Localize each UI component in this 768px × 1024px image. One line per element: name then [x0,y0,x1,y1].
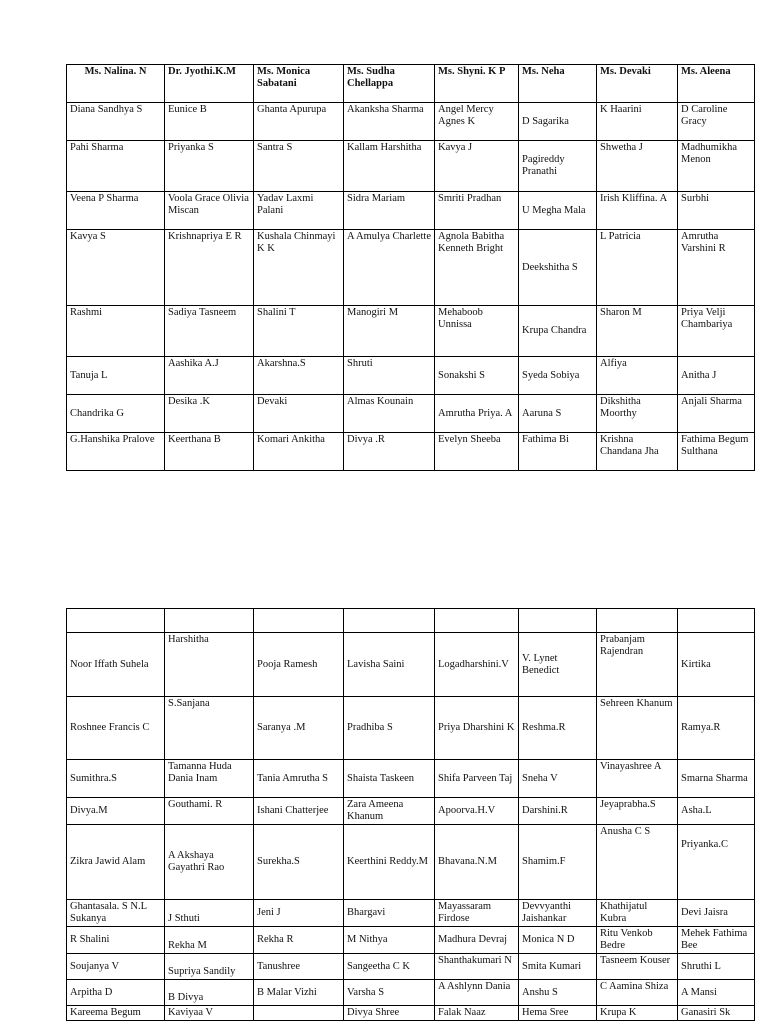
table-cell: Shaista Taskeen [344,760,435,798]
table-row [67,230,755,306]
header-cell: Ms. Neha [519,65,597,103]
table-cell: Syeda Sobiya [519,357,597,395]
table-cell: Shruti [344,357,435,395]
table-cell: Anitha J [678,357,755,395]
table-cell: Supriya Sandily [165,954,254,980]
table-cell: Amrutha Priya. A [435,395,519,433]
table-header-row [67,65,755,103]
table-cell: Jeni J [254,900,344,927]
table-cell: Akanksha Sharma [344,103,435,141]
table-cell: L Patricia [597,230,678,306]
table-cell: Devaki [254,395,344,433]
mentor-allocation-table-1 [66,64,755,471]
table-cell: Kallam Harshitha [344,141,435,192]
table-cell: Bhavana.N.M [435,825,519,900]
table-cell: Amrutha Varshini R [678,230,755,306]
table-cell: Desika .K [165,395,254,433]
table-cell: Asha.L [678,798,755,825]
table-cell: Priya Dharshini K [435,697,519,760]
table-cell: Shalini T [254,306,344,357]
table-cell: Monica N D [519,927,597,954]
table-cell: Harshitha [165,633,254,697]
table-row [67,141,755,192]
table-cell: Kaviyaa V [165,1006,254,1021]
table-cell: Ishani Chatterjee [254,798,344,825]
table-cell: Divya Shree [344,1006,435,1021]
header-cell: Dr. Jyothi.K.M [165,65,254,103]
table-cell: U Megha Mala [519,192,597,230]
table-cell: Logadharshini.V [435,633,519,697]
table-cell: Reshma.R [519,697,597,760]
table-row [67,900,755,927]
table-cell: Chandrika G [67,395,165,433]
table-cell: Pradhiba S [344,697,435,760]
table-cell: M Nithya [344,927,435,954]
table-row [67,825,755,900]
table-cell: Sehreen Khanum [597,697,678,760]
table-cell: Almas Kounain [344,395,435,433]
table-cell: Komari Ankitha [254,433,344,471]
table-cell: Smriti Pradhan [435,192,519,230]
header-cell [678,609,755,633]
table-cell: Jeyaprabha.S [597,798,678,825]
table-cell: Soujanya V [67,954,165,980]
table-row [67,760,755,798]
table-cell: Fathima Begum Sulthana [678,433,755,471]
table-cell: Divya .R [344,433,435,471]
mentor-allocation-table-2 [66,608,755,1021]
table-cell: Shifa Parveen Taj [435,760,519,798]
table-cell: Deekshitha S [519,230,597,306]
table-cell: Yadav Laxmi Palani [254,192,344,230]
table-cell: Arpitha D [67,980,165,1006]
header-cell: Ms. Devaki [597,65,678,103]
table-cell: Rashmi [67,306,165,357]
table-cell: Agnola Babitha Kenneth Bright [435,230,519,306]
table-cell: Divya.M [67,798,165,825]
table-cell: Sonakshi S [435,357,519,395]
table-row [67,103,755,141]
table-cell: Akarshna.S [254,357,344,395]
table-cell: Dikshitha Moorthy [597,395,678,433]
header-cell [165,609,254,633]
table-cell: Tanuja L [67,357,165,395]
table-cell: Sharon M [597,306,678,357]
table-cell: Vinayashree A [597,760,678,798]
table-cell: Sangeetha C K [344,954,435,980]
table-cell: S.Sanjana [165,697,254,760]
header-cell [435,609,519,633]
table-cell: Sneha V [519,760,597,798]
header-cell: Ms. Monica Sabatani [254,65,344,103]
table-cell: K Haarini [597,103,678,141]
table-cell: Shamim.F [519,825,597,900]
table-cell: Lavisha Saini [344,633,435,697]
table-cell: Ritu Venkob Bedre [597,927,678,954]
table-cell: B Malar Vizhi [254,980,344,1006]
table-cell: Madhumikha Menon [678,141,755,192]
table-cell: Anusha C S [597,825,678,900]
table-cell: Fathima Bi [519,433,597,471]
table-cell: Ganasiri Sk [678,1006,755,1021]
table-cell: Kavya S [67,230,165,306]
table-cell: Roshnee Francis C [67,697,165,760]
table-cell: Shanthakumari N [435,954,519,980]
table-cell: Krupa Chandra [519,306,597,357]
table-row [67,357,755,395]
table-cell: Krupa K [597,1006,678,1021]
table-cell: Eunice B [165,103,254,141]
table-cell: Saranya .M [254,697,344,760]
table-cell: A Amulya Charlette [344,230,435,306]
table-cell: Pooja Ramesh [254,633,344,697]
table-cell: Kirtika [678,633,755,697]
table-cell: Rekha R [254,927,344,954]
header-cell: Ms. Shyni. K P [435,65,519,103]
header-cell [519,609,597,633]
table-cell: Khathijatul Kubra [597,900,678,927]
table-row [67,927,755,954]
table-cell: Shruthi L [678,954,755,980]
table-cell: Keerthini Reddy.M [344,825,435,900]
table-cell: Rekha M [165,927,254,954]
table-cell: C Aamina Shiza [597,980,678,1006]
table-row [67,306,755,357]
table-cell: Kavya J [435,141,519,192]
table-cell: Priya Velji Chambariya [678,306,755,357]
table-cell: Manogiri M [344,306,435,357]
header-cell: Ms. Sudha Chellappa [344,65,435,103]
table-cell: Aaruna S [519,395,597,433]
table-row [67,395,755,433]
table-cell: A Mansi [678,980,755,1006]
table-cell: D Caroline Gracy [678,103,755,141]
table-cell: G.Hanshika Pralove [67,433,165,471]
header-cell [254,609,344,633]
table-cell: Falak Naaz [435,1006,519,1021]
table-cell: Smita Kumari [519,954,597,980]
header-cell [597,609,678,633]
table-cell: Darshini.R [519,798,597,825]
table-row [67,798,755,825]
table-cell: Varsha S [344,980,435,1006]
table-cell: Irish Kliffina. A [597,192,678,230]
table-cell: Tasneem Kouser [597,954,678,980]
table-cell: Angel Mercy Agnes K [435,103,519,141]
table-cell: Surekha.S [254,825,344,900]
table-cell: Pahi Sharma [67,141,165,192]
table-cell: Prabanjam Rajendran [597,633,678,697]
table-cell: Devvyanthi Jaishankar [519,900,597,927]
table-cell: Santra S [254,141,344,192]
table-cell: A Ashlynn Dania [435,980,519,1006]
table-cell: Krishna Chandana Jha [597,433,678,471]
table-cell: Priyanka S [165,141,254,192]
table-cell: Pagireddy Pranathi [519,141,597,192]
table-cell: Zara Ameena Khanum [344,798,435,825]
table-cell: V. Lynet Benedict [519,633,597,697]
table-cell: Devi Jaisra [678,900,755,927]
table-cell: Aashika A.J [165,357,254,395]
table-cell: Ramya.R [678,697,755,760]
table-cell: Zikra Jawid Alam [67,825,165,900]
table-cell: Bhargavi [344,900,435,927]
table-cell: R Shalini [67,927,165,954]
table-row [67,954,755,980]
table-cell: Hema Sree [519,1006,597,1021]
table-cell: Mayassaram Firdose [435,900,519,927]
table-cell: Gouthami. R [165,798,254,825]
table-cell: D Sagarika [519,103,597,141]
table-cell: Sadiya Tasneem [165,306,254,357]
table-cell: Mehaboob Unnissa [435,306,519,357]
table-row [67,633,755,697]
table-cell: Veena P Sharma [67,192,165,230]
table-cell: Diana Sandhya S [67,103,165,141]
table-header-row [67,609,755,633]
table-cell: Evelyn Sheeba [435,433,519,471]
header-cell: Ms. Aleena [678,65,755,103]
table-cell: Tanushree [254,954,344,980]
table-cell: Tamanna Huda Dania Inam [165,760,254,798]
table-cell: Sumithra.S [67,760,165,798]
table-cell: Mehek Fathima Bee [678,927,755,954]
table-cell: Ghantasala. S N.L Sukanya [67,900,165,927]
table-row [67,697,755,760]
header-cell [67,609,165,633]
header-cell [344,609,435,633]
table-cell: B Divya [165,980,254,1006]
table-cell: Voola Grace Olivia Miscan [165,192,254,230]
table-cell: Anjali Sharma [678,395,755,433]
table-cell: Smarna Sharma [678,760,755,798]
table-cell: Madhura Devraj [435,927,519,954]
table-row [67,980,755,1006]
table-cell: Tania Amrutha S [254,760,344,798]
table-cell: Kushala Chinmayi K K [254,230,344,306]
table-cell [254,1006,344,1021]
table-row [67,192,755,230]
table-cell: Priyanka.C [678,825,755,900]
table-cell: Shwetha J [597,141,678,192]
table-cell: Ghanta Apurupa [254,103,344,141]
table-cell: Noor Iffath Suhela [67,633,165,697]
table-cell: Sidra Mariam [344,192,435,230]
table-cell: Alfiya [597,357,678,395]
table-cell: Surbhi [678,192,755,230]
table-cell: Apoorva.H.V [435,798,519,825]
header-cell: Ms. Nalina. N [67,65,165,103]
table-cell: Keerthana B [165,433,254,471]
table-row [67,1006,755,1021]
table-cell: J Sthuti [165,900,254,927]
table-row [67,433,755,471]
table-cell: Krishnapriya E R [165,230,254,306]
table-cell: A Akshaya Gayathri Rao [165,825,254,900]
table-cell: Kareema Begum [67,1006,165,1021]
table-cell: Anshu S [519,980,597,1006]
